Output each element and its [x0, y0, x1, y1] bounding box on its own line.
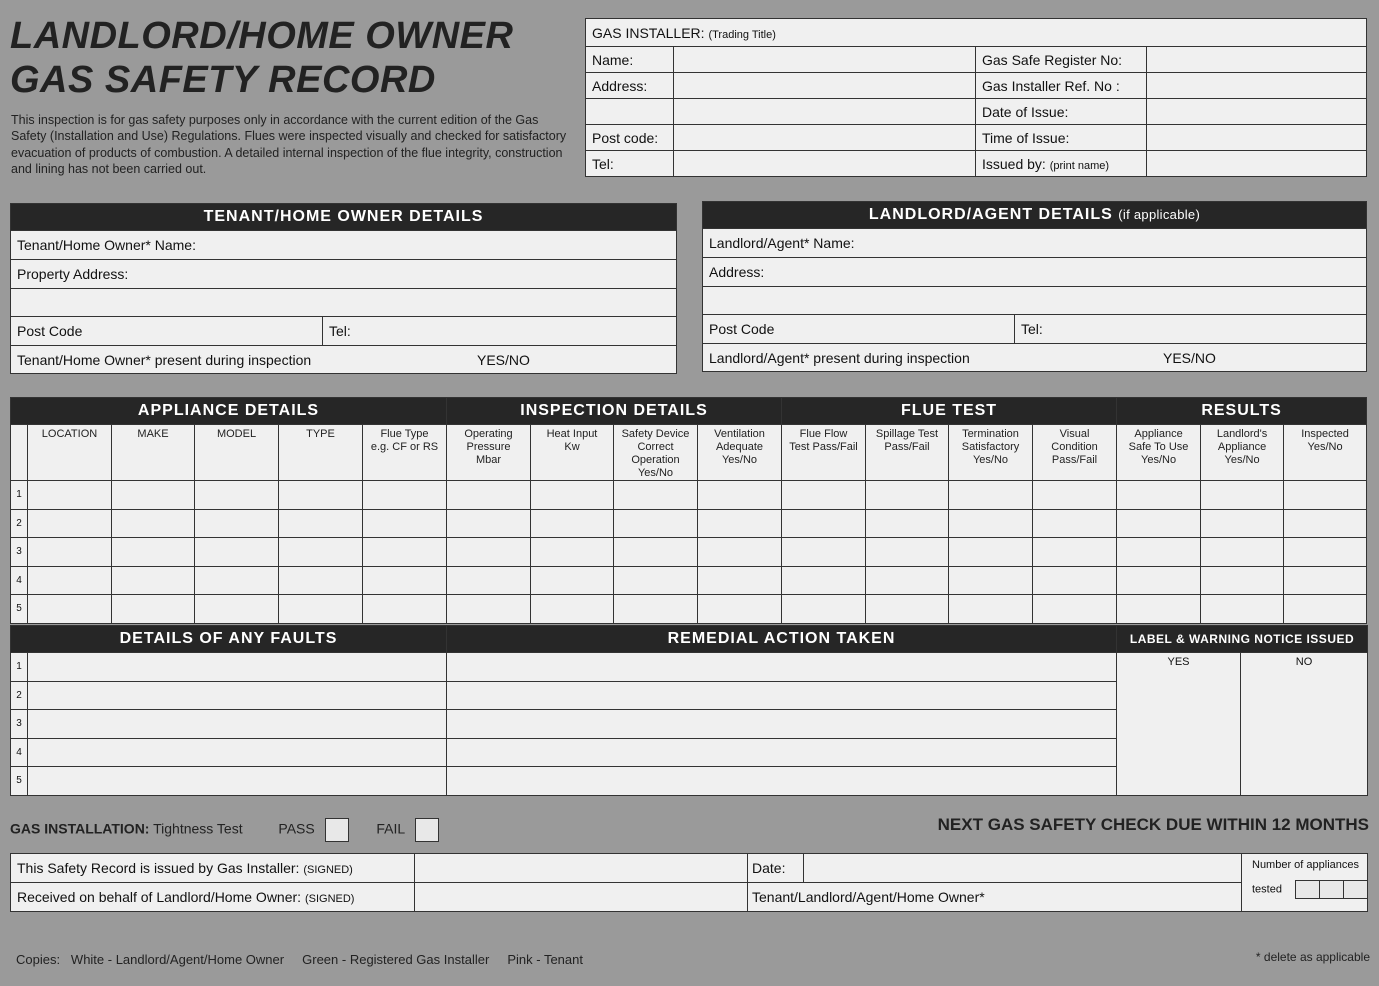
column-header-line: Flue Flow	[799, 428, 848, 440]
intro-text: This inspection is for gas safety purposes only in accordance with the current edition of the Gas Safety (Installation and Use) Regulations. Flues were inspected visually and checked for satisfactory evacuation of products of combustion. A detailed internal inspection of the flue integrity, construction and lining has not been carried out.	[11, 113, 567, 176]
appliance-cell[interactable]	[698, 595, 782, 624]
appliance-cell[interactable]	[531, 595, 614, 624]
appliance-count-digit-2[interactable]	[1319, 880, 1344, 899]
appliance-cell[interactable]	[279, 509, 363, 538]
appliance-cell[interactable]	[782, 481, 866, 510]
column-header-13	[1033, 425, 1117, 481]
column-header-7	[531, 425, 614, 481]
pass-checkbox[interactable]	[325, 818, 349, 842]
appliance-cell[interactable]	[782, 509, 866, 538]
tenant-landlord-signature-field[interactable]	[748, 883, 1242, 912]
appliance-cell[interactable]	[1117, 566, 1201, 595]
appliance-cell[interactable]	[1284, 481, 1367, 510]
column-header-9	[698, 425, 782, 481]
row-number: 5	[11, 767, 28, 796]
column-header-4	[279, 425, 363, 481]
next-check-notice: NEXT GAS SAFETY CHECK DUE WITHIN 12 MONTHS	[937, 815, 1369, 834]
installer-postcode-label: Post code:	[586, 125, 674, 151]
column-header-line: Landlord's	[1216, 428, 1268, 440]
row-number: 5	[11, 595, 28, 624]
appliance-cell[interactable]	[112, 595, 195, 624]
column-header-16	[1284, 425, 1367, 481]
tenant-heading: TENANT/HOME OWNER DETAILS	[11, 204, 677, 231]
appliance-cell[interactable]	[279, 595, 363, 624]
gas-installation-line	[10, 818, 439, 842]
copy-white: White - Landlord/Agent/Home Owner	[70, 952, 285, 967]
installer-tel-label: Tel:	[586, 151, 674, 177]
appliance-cell[interactable]	[1201, 566, 1284, 595]
form-title-line1: LANDLORD/HOME OWNER	[10, 15, 514, 57]
signed-note: (SIGNED)	[303, 864, 353, 876]
appliance-cell[interactable]	[447, 538, 531, 567]
remedial-action-cell[interactable]	[447, 710, 1117, 739]
column-header-3	[195, 425, 279, 481]
appliance-cell[interactable]	[195, 595, 279, 624]
appliance-cell[interactable]	[1117, 509, 1201, 538]
appliance-cell[interactable]	[1201, 481, 1284, 510]
appliance-row	[11, 595, 1367, 624]
appliance-cell[interactable]	[195, 509, 279, 538]
faults-heading: DETAILS OF ANY FAULTS	[11, 626, 447, 653]
fail-label: FAIL	[376, 820, 405, 837]
tenant-tel-field[interactable]	[323, 317, 677, 346]
appliance-cell[interactable]	[1284, 566, 1367, 595]
remedial-action-cell[interactable]	[447, 738, 1117, 767]
label-notice-no-field[interactable]	[1241, 653, 1368, 796]
tenant-present-yesno[interactable]: YES/NO	[459, 346, 677, 374]
appliance-cell[interactable]	[531, 509, 614, 538]
appliance-cell[interactable]	[195, 566, 279, 595]
appliance-cell[interactable]	[447, 566, 531, 595]
landlord-address-label: Address:	[709, 264, 765, 280]
column-header-line: Appliance	[1217, 441, 1267, 453]
form-title	[10, 14, 513, 102]
property-address-label: Property Address:	[17, 266, 129, 282]
ref-no-label: Gas Installer Ref. No :	[976, 73, 1147, 99]
appliance-cell[interactable]	[279, 538, 363, 567]
row-number: 4	[11, 738, 28, 767]
property-address-field[interactable]	[11, 260, 677, 289]
time-of-issue-field[interactable]	[1147, 125, 1367, 151]
fault-details-cell[interactable]	[28, 681, 447, 710]
column-header-line: Adequate	[715, 441, 764, 453]
landlord-name-field[interactable]	[703, 229, 1367, 258]
tightness-test-label: Tightness Test	[153, 820, 243, 837]
print-name-note: (print name)	[1049, 159, 1110, 172]
row-number: 3	[11, 538, 28, 567]
flue-test-heading: FLUE TEST	[782, 398, 1117, 425]
appliance-cell[interactable]	[28, 509, 112, 538]
column-header-line: Yes/No	[972, 454, 1009, 466]
fault-row	[11, 653, 1368, 682]
appliance-cell[interactable]	[112, 566, 195, 595]
appliance-row	[11, 538, 1367, 567]
column-header-line: Ventilation	[714, 428, 765, 440]
issued-by-field[interactable]	[1147, 151, 1367, 177]
column-header-line: Safety Device	[621, 428, 690, 440]
label-notice-yes-field[interactable]	[1117, 653, 1241, 796]
landlord-address-field[interactable]	[703, 258, 1367, 287]
copies-label: Copies:	[16, 952, 61, 967]
appliance-cell[interactable]	[447, 481, 531, 510]
date-of-issue-field[interactable]	[1147, 99, 1367, 125]
remedial-heading: REMEDIAL ACTION TAKEN	[447, 626, 1117, 653]
appliance-cell[interactable]	[447, 509, 531, 538]
appliance-cell[interactable]	[195, 481, 279, 510]
column-header-line: Visual	[1059, 428, 1090, 440]
column-header-line: Yes/No	[1141, 454, 1177, 466]
column-header-line: Yes/No	[1307, 441, 1343, 453]
appliance-cell[interactable]	[531, 566, 614, 595]
inspection-details-heading: INSPECTION DETAILS	[447, 398, 782, 425]
column-header-12	[949, 425, 1033, 481]
appliance-cell[interactable]	[1033, 538, 1117, 567]
row-number: 1	[11, 653, 28, 682]
appliance-cell[interactable]	[1201, 509, 1284, 538]
appliance-cell[interactable]	[531, 481, 614, 510]
appliance-table	[10, 397, 1367, 624]
column-header-8	[614, 425, 698, 481]
date-field[interactable]	[804, 854, 1242, 883]
received-on-behalf-label: Received on behalf of Landlord/Home Owner: (SIGNED)	[11, 883, 415, 912]
column-header-line: Pressure	[466, 441, 511, 453]
appliance-cell[interactable]	[279, 566, 363, 595]
column-header-11	[866, 425, 949, 481]
column-header-line: e.g. CF or RS	[370, 441, 439, 453]
appliance-cell[interactable]	[866, 538, 949, 567]
installer-address-field-2[interactable]	[674, 99, 976, 125]
appliance-cell[interactable]	[1033, 481, 1117, 510]
appliance-cell[interactable]	[363, 538, 447, 567]
appliance-cell[interactable]	[949, 566, 1033, 595]
appliance-cell[interactable]	[1117, 538, 1201, 567]
appliance-cell[interactable]	[866, 566, 949, 595]
installer-name-label: Name:	[586, 47, 674, 73]
landlord-postcode-label: Post Code	[709, 321, 775, 337]
appliance-cell[interactable]	[1201, 538, 1284, 567]
fault-details-cell[interactable]	[28, 767, 447, 796]
column-header-line: Kw	[564, 441, 580, 453]
row-number: 2	[11, 681, 28, 710]
gas-installation-label: GAS INSTALLATION:	[10, 820, 150, 837]
column-header-line: MAKE	[137, 428, 169, 440]
appliance-count-digit-3[interactable]	[1343, 880, 1368, 899]
appliance-cell[interactable]	[112, 509, 195, 538]
appliance-cell[interactable]	[782, 566, 866, 595]
copies-line	[16, 952, 583, 967]
if-applicable-note: (if applicable)	[1118, 207, 1201, 222]
column-header-line: LOCATION	[41, 428, 98, 440]
appliance-cell[interactable]	[782, 538, 866, 567]
register-no-field[interactable]	[1147, 47, 1367, 73]
appliance-row	[11, 481, 1367, 510]
date-label: Date:	[748, 854, 804, 883]
pass-label: PASS	[278, 820, 315, 837]
remedial-action-cell[interactable]	[447, 767, 1117, 796]
column-header-line: Correct	[637, 441, 674, 453]
column-header-line: Condition	[1051, 441, 1098, 453]
appliance-cell[interactable]	[614, 509, 698, 538]
landlord-heading: LANDLORD/AGENT DETAILS (if applicable)	[703, 202, 1367, 229]
column-header-line: Flue Type	[380, 428, 429, 440]
landlord-tel-label: Tel:	[1021, 321, 1043, 337]
appliance-cell[interactable]	[1284, 595, 1367, 624]
appliance-cell[interactable]	[1033, 566, 1117, 595]
column-header-1	[28, 425, 112, 481]
appliance-cell[interactable]	[1033, 509, 1117, 538]
label-notice-heading: LABEL & WARNING NOTICE ISSUED	[1117, 626, 1368, 653]
column-header-line: Yes/No	[721, 454, 758, 466]
appliance-cell[interactable]	[447, 595, 531, 624]
fault-details-cell[interactable]	[28, 710, 447, 739]
row-number: 2	[11, 509, 28, 538]
appliance-cell[interactable]	[614, 566, 698, 595]
appliance-cell[interactable]	[112, 538, 195, 567]
fail-checkbox[interactable]	[415, 818, 439, 842]
row-number: 3	[11, 710, 28, 739]
appliance-cell[interactable]	[698, 566, 782, 595]
landlord-present-label: Landlord/Agent* present during inspection	[703, 344, 1163, 372]
tenant-present-label: Tenant/Home Owner* present during inspection	[11, 346, 459, 374]
tenant-name-label: Tenant/Home Owner* Name:	[17, 237, 196, 253]
fault-details-cell[interactable]	[28, 738, 447, 767]
landlord-postcode-field[interactable]	[703, 315, 1015, 344]
time-of-issue-label: Time of Issue:	[976, 125, 1147, 151]
copy-green: Green - Registered Gas Installer	[302, 952, 490, 967]
appliance-cell[interactable]	[782, 595, 866, 624]
appliance-cell[interactable]	[28, 595, 112, 624]
appliance-cell[interactable]	[949, 538, 1033, 567]
delete-note: * delete as applicable	[1255, 950, 1370, 964]
appliance-cell[interactable]	[28, 481, 112, 510]
ref-no-field[interactable]	[1147, 73, 1367, 99]
column-header-line: Test Pass/Fail	[789, 441, 858, 453]
remedial-action-cell[interactable]	[447, 653, 1117, 682]
register-no-label: Gas Safe Register No:	[976, 47, 1147, 73]
appliance-count-digit-1[interactable]	[1295, 880, 1320, 899]
column-header-line: Operation	[631, 454, 680, 466]
form-title-line2: GAS SAFETY RECORD	[10, 59, 436, 101]
installer-address-label: Address:	[586, 73, 674, 99]
column-header-line: Mbar	[475, 454, 502, 466]
appliance-cell[interactable]	[866, 509, 949, 538]
appliance-cell[interactable]	[28, 566, 112, 595]
signed-note-2: (SIGNED)	[304, 893, 355, 905]
appliance-cell[interactable]	[949, 595, 1033, 624]
appliance-cell[interactable]	[279, 481, 363, 510]
appliance-cell[interactable]	[363, 481, 447, 510]
tenant-tel-label: Tel:	[329, 323, 351, 339]
landlord-present-yesno[interactable]: YES/NO	[1163, 344, 1367, 372]
date-of-issue-label: Date of Issue:	[976, 99, 1147, 125]
column-header-line: Operating	[464, 428, 513, 440]
tenant-landlord-label: Tenant/Landlord/Agent/Home Owner*	[752, 889, 985, 905]
appliance-cell[interactable]	[1033, 595, 1117, 624]
column-header-10	[782, 425, 866, 481]
appliance-cell[interactable]	[28, 538, 112, 567]
appliance-cell[interactable]	[1284, 509, 1367, 538]
appliance-row	[11, 566, 1367, 595]
appliance-cell[interactable]	[363, 595, 447, 624]
appliance-cell[interactable]	[949, 509, 1033, 538]
tenant-panel	[10, 203, 677, 374]
column-header-line: Spillage Test	[875, 428, 939, 440]
appliance-details-heading: APPLIANCE DETAILS	[11, 398, 447, 425]
appliance-cell[interactable]	[866, 595, 949, 624]
appliance-cell[interactable]	[614, 538, 698, 567]
tenant-postcode-label: Post Code	[17, 323, 83, 339]
row-number: 4	[11, 566, 28, 595]
installer-signature-field[interactable]	[415, 854, 748, 883]
property-address-field-2[interactable]	[11, 289, 677, 317]
appliance-cell[interactable]	[614, 481, 698, 510]
owner-signature-field[interactable]	[415, 883, 748, 912]
column-header-5	[363, 425, 447, 481]
appliance-cell[interactable]	[363, 509, 447, 538]
column-header-line: Satisfactory	[961, 441, 1020, 453]
appliance-cell[interactable]	[531, 538, 614, 567]
appliance-cell[interactable]	[1117, 595, 1201, 624]
column-header-line: Pass/Fail	[884, 441, 930, 453]
appliance-cell[interactable]	[698, 481, 782, 510]
appliance-row	[11, 509, 1367, 538]
trading-title-note: (Trading Title)	[708, 28, 776, 41]
appliances-tested-box	[1242, 854, 1368, 912]
faults-table	[10, 625, 1368, 796]
column-header-line: Yes/No	[637, 467, 674, 479]
appliance-cell[interactable]	[112, 481, 195, 510]
column-header-line: Safe To Use	[1128, 441, 1189, 453]
column-header-2	[112, 425, 195, 481]
results-heading: RESULTS	[1117, 398, 1367, 425]
column-header-line: Termination	[962, 428, 1019, 440]
row-number: 1	[11, 481, 28, 510]
appliance-cell[interactable]	[698, 509, 782, 538]
issued-by-label: Issued by: (print name)	[976, 151, 1147, 177]
appliance-cell[interactable]	[698, 538, 782, 567]
appliance-cell[interactable]	[195, 538, 279, 567]
appliance-cell[interactable]	[363, 566, 447, 595]
tenant-name-field[interactable]	[11, 231, 677, 260]
label-notice-yes-label: YES	[1167, 656, 1190, 668]
appliance-cell[interactable]	[866, 481, 949, 510]
fault-details-cell[interactable]	[28, 653, 447, 682]
landlord-tel-field[interactable]	[1015, 315, 1367, 344]
column-header-line: Pass/Fail	[1051, 454, 1098, 466]
installer-tel-field[interactable]	[674, 151, 976, 177]
installer-postcode-field[interactable]	[674, 125, 976, 151]
tenant-postcode-field[interactable]	[11, 317, 323, 346]
gas-installer-heading: GAS INSTALLER: (Trading Title)	[586, 19, 1367, 47]
appliance-cell[interactable]	[1117, 481, 1201, 510]
column-header-15	[1201, 425, 1284, 481]
appliance-cell[interactable]	[1201, 595, 1284, 624]
column-header-line: TYPE	[306, 428, 335, 440]
gas-installer-panel	[585, 18, 1367, 177]
label-notice-no-label: NO	[1295, 656, 1313, 668]
installer-name-field[interactable]	[674, 47, 976, 73]
appliance-cell[interactable]	[614, 595, 698, 624]
copy-pink: Pink - Tenant	[507, 952, 583, 967]
landlord-name-label: Landlord/Agent* Name:	[709, 235, 855, 251]
remedial-action-cell[interactable]	[447, 681, 1117, 710]
column-header-line: MODEL	[216, 428, 257, 440]
column-header-line: Yes/No	[1224, 454, 1260, 466]
column-header-14	[1117, 425, 1201, 481]
issued-by-installer-label: This Safety Record is issued by Gas Installer: (SIGNED)	[11, 854, 415, 883]
column-header-line: Heat Input	[546, 428, 598, 440]
signature-table	[10, 853, 1368, 912]
installer-address-field[interactable]	[674, 73, 976, 99]
appliance-cell[interactable]	[949, 481, 1033, 510]
landlord-panel	[702, 201, 1367, 372]
landlord-address-field-2[interactable]	[703, 287, 1367, 315]
column-header-6	[447, 425, 531, 481]
tested-label: tested	[1252, 883, 1282, 896]
appliances-count-label: Number of appliances	[1252, 859, 1360, 871]
column-header-line: Appliance	[1134, 428, 1183, 440]
appliance-cell[interactable]	[1284, 538, 1367, 567]
column-header-line: Inspected	[1301, 428, 1349, 440]
